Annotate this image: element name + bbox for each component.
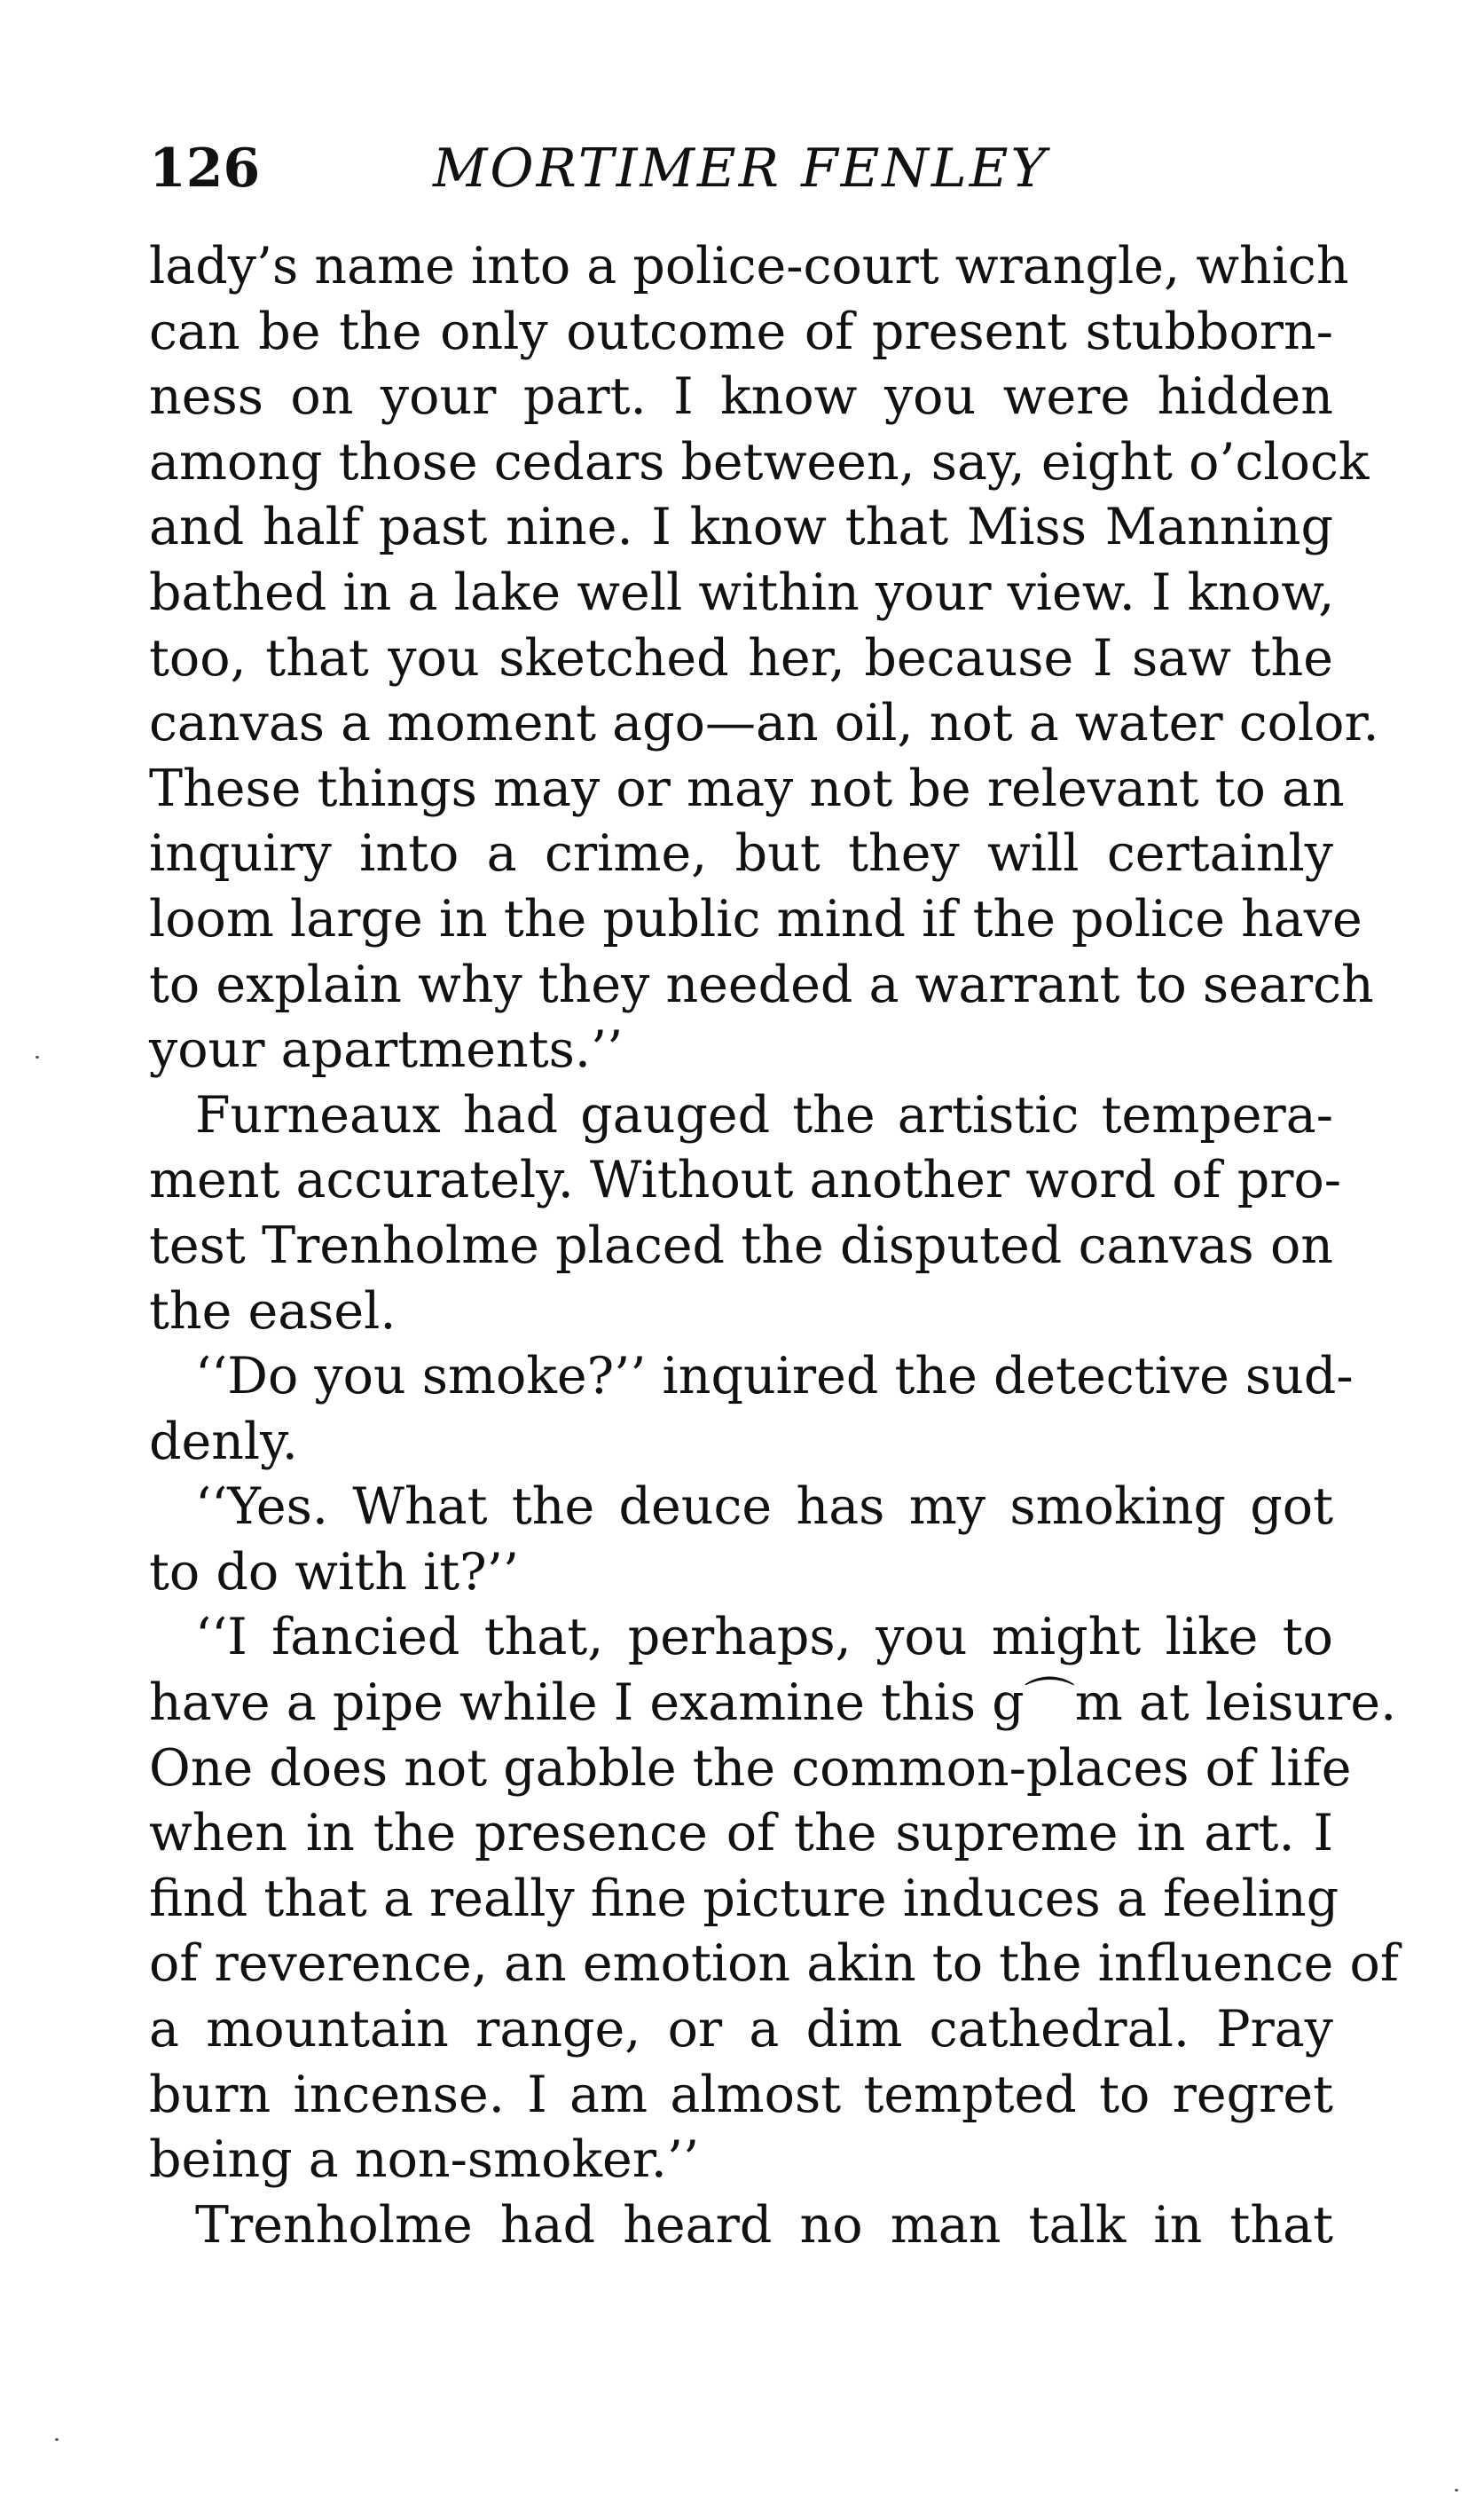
text-line: to do with it?’’: [149, 1542, 519, 1602]
text-line: of reverence, an emotion akin to the influence of: [149, 1934, 1399, 1994]
paper-speck: [55, 2438, 59, 2441]
paper-speck: [35, 1056, 39, 1059]
paper-speck: [1455, 2489, 1458, 2491]
text-line: have a pipe while I examine this g⌒m at leisure.: [149, 1673, 1397, 1733]
text-line: can be the only outcome of present stubborn-: [149, 302, 1333, 361]
text-line: a mountain range, or a dim cathedral. Pray: [149, 2000, 1333, 2059]
text-line: loom large in the public mind if the police have: [149, 889, 1362, 949]
text-line: lady’s name into a police-court wrangle, which: [149, 237, 1349, 295]
text-line: being a non-smoker.’’: [149, 2130, 700, 2190]
text-line: bathed in a lake well within your view. I know,: [149, 563, 1335, 622]
text-line: your apartments.’’: [149, 1020, 624, 1080]
text-line: These things may or may not be relevant to an: [149, 759, 1345, 818]
text-line: the easel.: [149, 1281, 397, 1341]
page-number: 126: [149, 138, 261, 200]
text-line: test Trenholme placed the disputed canvas on: [149, 1216, 1333, 1275]
text-line: too, that you sketched her, because I saw the: [149, 628, 1333, 688]
text-line: denly.: [149, 1412, 298, 1471]
text-line: and half past nine. I know that Miss Manning: [149, 498, 1333, 557]
text-line: find that a really fine picture induces a feeling: [149, 1869, 1339, 1928]
text-line: inquiry into a crime, but they will certainly: [149, 824, 1333, 884]
page-header: [149, 133, 1329, 204]
text-line: ness on your part. I know you were hidden: [149, 367, 1333, 427]
body-text: [149, 234, 1399, 2258]
text-line: Furneaux had gauged the artistic tempera-: [195, 1085, 1333, 1145]
running-head: MORTIMER FENLEY: [433, 138, 1049, 200]
text-line: One does not gabble the common-places of life: [149, 1738, 1352, 1798]
text-line: ment accurately. Without another word of pro-: [149, 1151, 1342, 1210]
text-line: to explain why they needed a warrant to search: [149, 955, 1374, 1014]
text-line: ‘‘Do you smoke?’’ inquired the detective sud-: [195, 1347, 1354, 1406]
text-line: ‘‘I fancied that, perhaps, you might like to: [195, 1608, 1333, 1667]
text-line: among those cedars between, say, eight o’clock: [149, 432, 1370, 492]
text-line: canvas a moment ago—an oil, not a water color.: [149, 694, 1379, 753]
text-line: burn incense. I am almost tempted to regret: [149, 2065, 1333, 2124]
text-line: Trenholme had heard no man talk in that: [195, 2195, 1333, 2255]
text-line: ‘‘Yes. What the deuce has my smoking got: [195, 1477, 1333, 1537]
text-line: when in the presence of the supreme in art. I: [149, 1804, 1333, 1863]
